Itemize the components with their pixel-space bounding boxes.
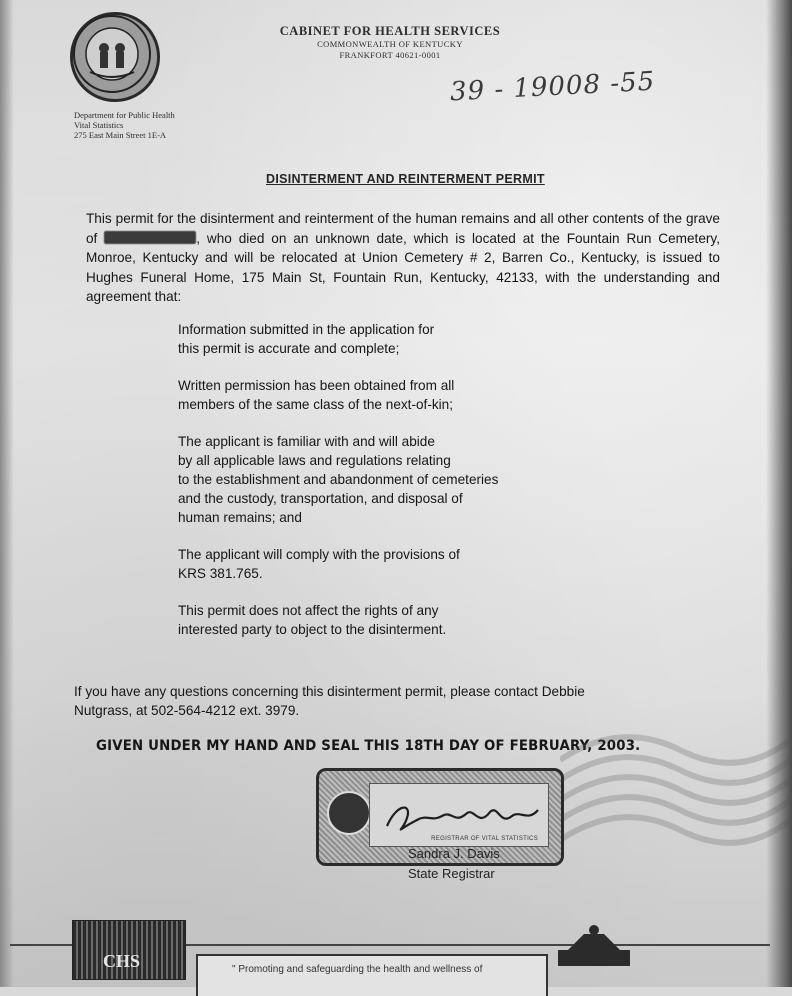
- condition-line: interested party to object to the disinterment.: [178, 622, 447, 637]
- condition-line: This permit does not affect the rights of any: [178, 603, 439, 618]
- condition-line: Written permission has been obtained from all: [178, 378, 455, 393]
- stamp-caption: REGISTRAR OF VITAL STATISTICS: [431, 836, 538, 842]
- condition-line: by all applicable laws and regulations relating: [178, 453, 451, 468]
- permit-intro-paragraph: [86, 209, 720, 307]
- intro-text-part2: , who died on an unknown date, which is located at the Fountain Run Cemetery, Monroe, Kentucky and will be relocated at Union Cemetery # 2, Barren Co., Kentucky, is issued to Hughes Funeral Home, 175 Main St, Fountain Run, Kentucky, 42133, with the understanding and agreement that:: [86, 230, 720, 304]
- condition-line: to the establishment and abandonment of cemeteries: [178, 472, 499, 487]
- letterhead-cabinet: CABINET FOR HEALTH SERVICES: [279, 24, 501, 38]
- permit-title: DISINTERMENT AND REINTERMENT PERMIT: [266, 172, 545, 186]
- contact-line: Nutgrass, at 502-564-4212 ext. 3979.: [74, 703, 300, 718]
- condition-rights: [178, 601, 578, 639]
- registrar-title: State Registrar: [408, 866, 495, 881]
- condition-line: Information submitted in the application for: [178, 322, 435, 337]
- handwritten-number: 39 - 19008 -55: [449, 66, 656, 108]
- given-under-seal-line: GIVEN UNDER MY HAND AND SEAL THIS 18TH DAY OF FEBRUARY, 2003.: [96, 738, 641, 754]
- permit-conditions: [178, 320, 578, 657]
- condition-line: The applicant will comply with the provisions of: [178, 547, 460, 562]
- education-logo-icon: [554, 922, 634, 972]
- stamp-seal-icon: [327, 791, 371, 835]
- condition-line: members of the same class of the next-of-kin;: [178, 397, 454, 412]
- letterhead-address: FRANKFORT 40621-0001: [339, 50, 441, 60]
- kentucky-seal-icon: [70, 12, 160, 102]
- redacted-name: [104, 231, 196, 244]
- flag-watermark: [560, 700, 790, 900]
- registrar-block: [408, 844, 500, 884]
- condition-accuracy: [178, 320, 578, 358]
- footer-slogan-box: [196, 954, 548, 996]
- condition-line: this permit is accurate and complete;: [178, 341, 400, 356]
- department-block: [74, 110, 175, 140]
- condition-line: KRS 381.765.: [178, 566, 263, 581]
- scan-edge-left: [0, 0, 14, 987]
- condition-line: human remains; and: [178, 510, 302, 525]
- condition-permission: [178, 376, 578, 414]
- registrar-name: Sandra J. Davis: [408, 846, 500, 861]
- condition-line: The applicant is familiar with and will abide: [178, 434, 435, 449]
- department-address: 275 East Main Street 1E-A: [74, 130, 167, 140]
- footer-slogan: " Promoting and safeguarding the health and wellness of: [232, 964, 483, 975]
- condition-krs: [178, 545, 578, 583]
- stamp-signature-area: [369, 783, 549, 847]
- letterhead: [250, 24, 530, 61]
- contact-line: If you have any questions concerning this disinterment permit, please contact Debbie: [74, 684, 585, 699]
- department-division: Vital Statistics: [74, 120, 124, 130]
- signature-icon: [382, 798, 542, 838]
- department-name: Department for Public Health: [74, 110, 175, 120]
- condition-line: and the custody, transportation, and disposal of: [178, 491, 463, 506]
- condition-laws: [178, 432, 578, 527]
- chs-logo-text: CHS: [103, 951, 141, 971]
- chs-logo: [72, 920, 186, 980]
- intro-text-part1: This permit for the disinterment and reinterment of the human remains and all other contents of the grave of: [86, 211, 720, 246]
- letterhead-commonwealth: COMMONWEALTH OF KENTUCKY: [317, 39, 463, 49]
